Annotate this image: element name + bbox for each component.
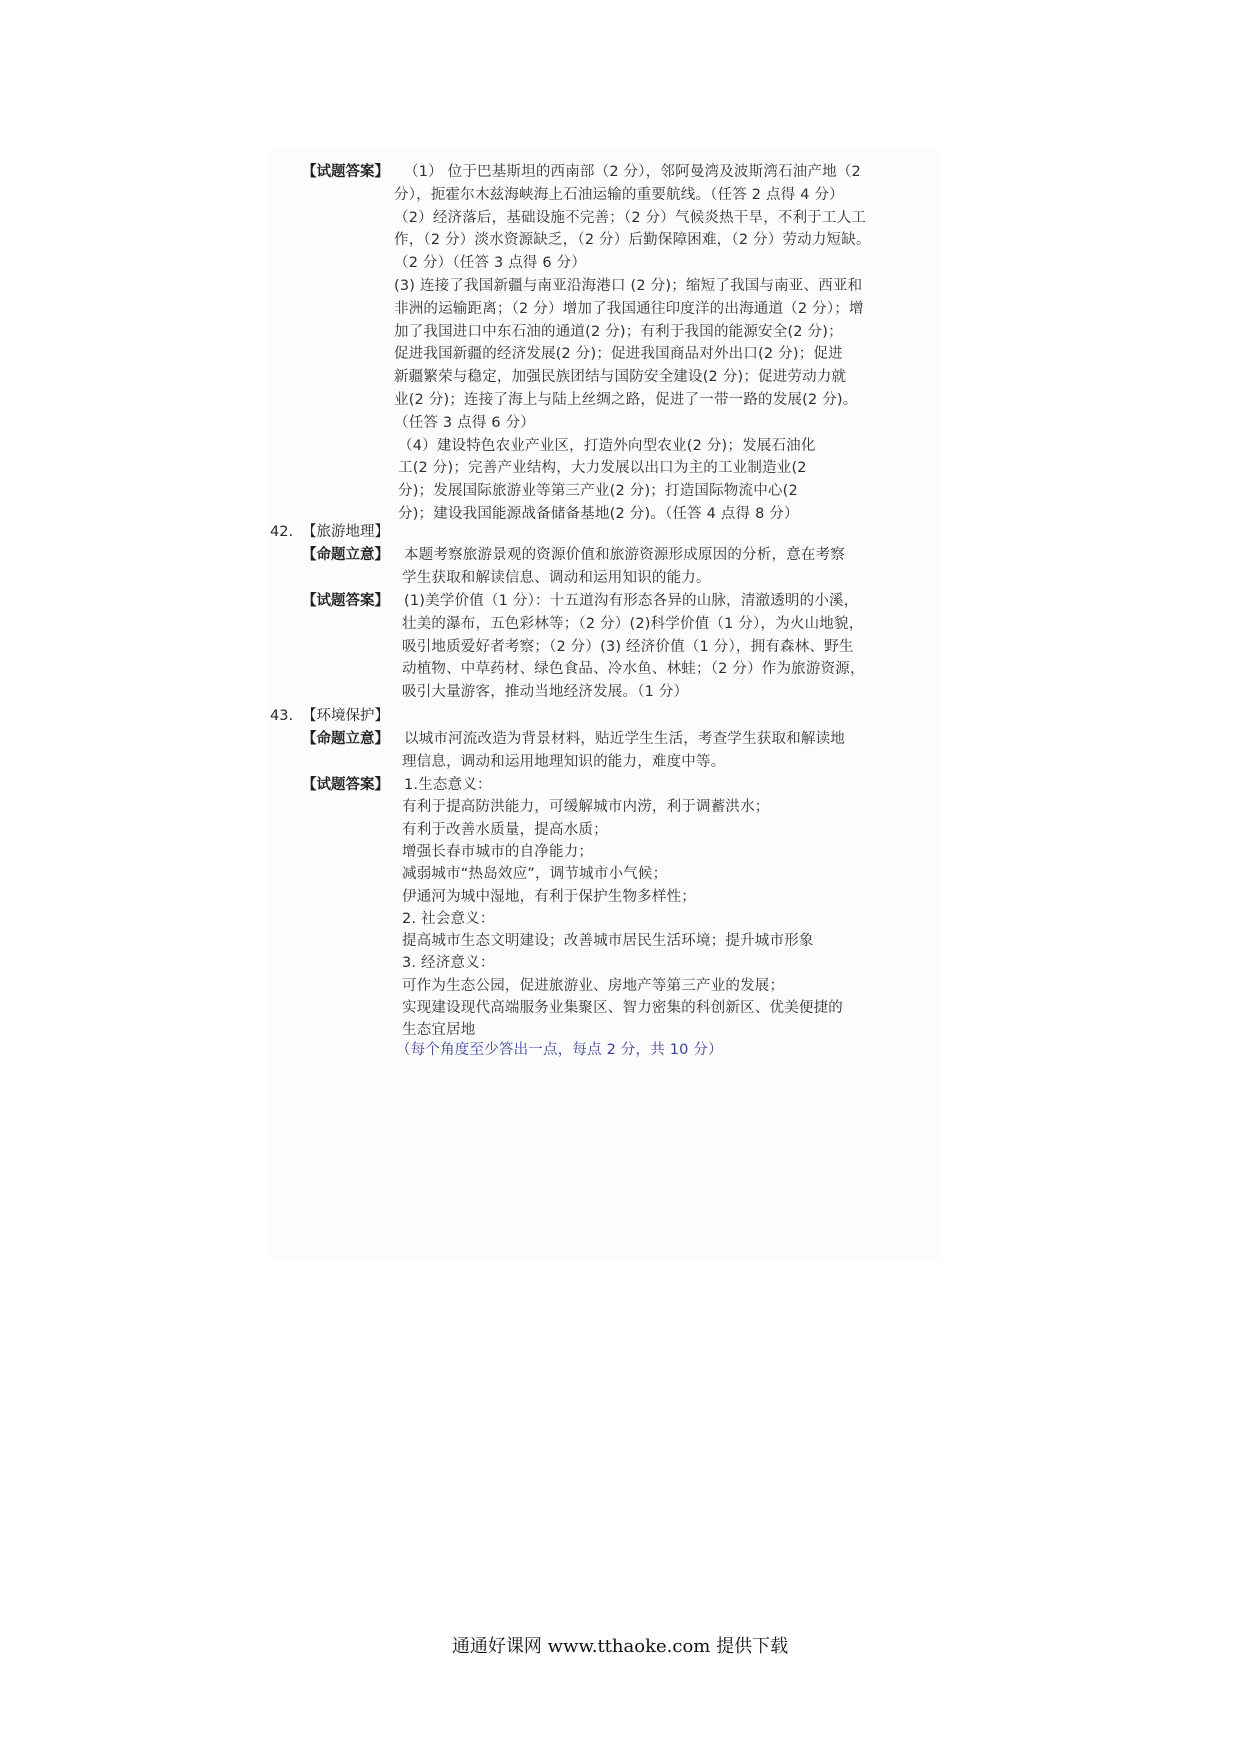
text-line: 学生获取和解读信息、调动和运用知识的能力。 (402, 569, 711, 586)
text-line: 有利于改善水质量，提高水质； (402, 821, 608, 838)
text-line: 动植物、中草药材、绿色食品、冷水鱼、林蛙；（2 分）作为旅游资源， (402, 661, 865, 678)
section-label-tourism: 【旅游地理】 (302, 524, 389, 540)
text-line: 分)；建设我国能源战备储备基地(2 分)。（任答 4 点得 8 分） (398, 506, 799, 522)
text-line: (1)美学价值（1 分）：十五道沟有形态各异的山脉，清澈透明的小溪， (404, 593, 859, 609)
text-line: 工(2 分)；完善产业结构，大力发展以出口为主的工业制造业(2 (398, 460, 807, 477)
text-line: 生态宜居地 (402, 1022, 476, 1039)
text-line: 增强长春市城市的自净能力； (402, 843, 594, 860)
text-line: 1.生态意义： (404, 777, 492, 793)
text-line: （4）建设特色农业产业区，打造外向型农业(2 分)；发展石油化 (398, 437, 816, 454)
text-line: 伊通河为城中湿地，有利于保护生物多样性； (402, 888, 696, 905)
text-line: 提高城市生态文明建设；改善城市居民生活环境；提升城市形象 (402, 933, 814, 950)
question-number-43: 43. (270, 708, 294, 724)
text-line: 非洲的运输距离；（2 分）增加了我国通往印度洋的出海通道（2 分）；增 (394, 300, 864, 317)
text-line: 业(2 分)；连接了海上与陆上丝绸之路，促进了一带一路的发展(2 分)。 (394, 392, 858, 408)
answer-label-q41: 【试题答案】 (302, 164, 389, 180)
text-line: （任答 3 点得 6 分） (394, 414, 535, 431)
footer-download-note: 通通好课网 www.tthaoke.com 提供下载 (451, 1636, 789, 1657)
text-line: （2 分）（任答 3 点得 6 分） (394, 255, 587, 272)
text-line: 分），扼霍尔木兹海峡海上石油运输的重要航线。（任答 2 点得 4 分） (394, 186, 844, 203)
text-line: 吸引地质爱好者考察；（2 分）(3) 经济价值（1 分），拥有森林、野生 (402, 638, 854, 655)
answer-label-q42: 【试题答案】 (302, 593, 389, 609)
text-line: 加了我国进口中东石油的通道(2 分)；有利于我国的能源安全(2 分)； (394, 323, 843, 340)
intent-label-q43: 【命题立意】 (302, 731, 389, 747)
text-line: 实现建设现代高端服务业集聚区、智力密集的科创新区、优美便捷的 (402, 1000, 843, 1016)
text-line: 吸引大量游客，推动当地经济发展。（1 分） (402, 684, 689, 701)
scoring-note: （每个角度至少答出一点，每点 2 分，共 10 分） (396, 1042, 723, 1058)
text-line: 促进我国新疆的经济发展(2 分)；促进我国商品对外出口(2 分)；促进 (394, 346, 843, 363)
answer-label-q43: 【试题答案】 (302, 777, 389, 793)
intent-label-q42: 【命题立意】 (302, 547, 389, 563)
section-label-environment: 【环境保护】 (302, 708, 389, 724)
text-line: 有利于提高防洪能力，可缓解城市内涝，利于调蓄洪水； (402, 799, 770, 816)
text-line: 壮美的瀑布，五色彩林等；（2 分）(2)科学价值（1 分），为火山地貌， (402, 615, 864, 632)
text-line: 2. 社会意义： (402, 910, 495, 927)
text-line: （1） 位于巴基斯坦的西南部（2 分），邻阿曼湾及波斯湾石油产地（2 (404, 164, 861, 180)
text-line: (3) 连接了我国新疆与南亚沿海港口 (2 分)；缩短了我国与南亚、西亚和 (394, 278, 863, 294)
text-line: 理信息，调动和运用地理知识的能力，难度中等。 (402, 753, 726, 770)
text-line: 3. 经济意义： (402, 955, 495, 972)
text-line: 分)；发展国际旅游业等第三产业(2 分)；打造国际物流中心(2 (398, 483, 798, 500)
text-line: 作，（2 分）淡水资源缺乏，（2 分）后勤保障困难，（2 分）劳动力短缺。 (394, 232, 871, 249)
text-line: （2）经济落后，基础设施不完善；（2 分）气候炎热干旱，不利于工人工 (394, 209, 867, 226)
text-line: 以城市河流改造为背景材料，贴近学生生活，考查学生获取和解读地 (404, 731, 845, 747)
text-line: 新疆繁荣与稳定，加强民族团结与国防安全建设(2 分)；促进劳动力就 (394, 369, 847, 386)
text-line: 本题考察旅游景观的资源价值和旅游资源形成原因的分析，意在考察 (404, 547, 845, 563)
question-number-42: 42. (270, 524, 294, 540)
text-line: 减弱城市“热岛效应”，调节城市小气候； (402, 866, 668, 883)
text-line: 可作为生态公园，促进旅游业、房地产等第三产业的发展； (402, 977, 785, 994)
